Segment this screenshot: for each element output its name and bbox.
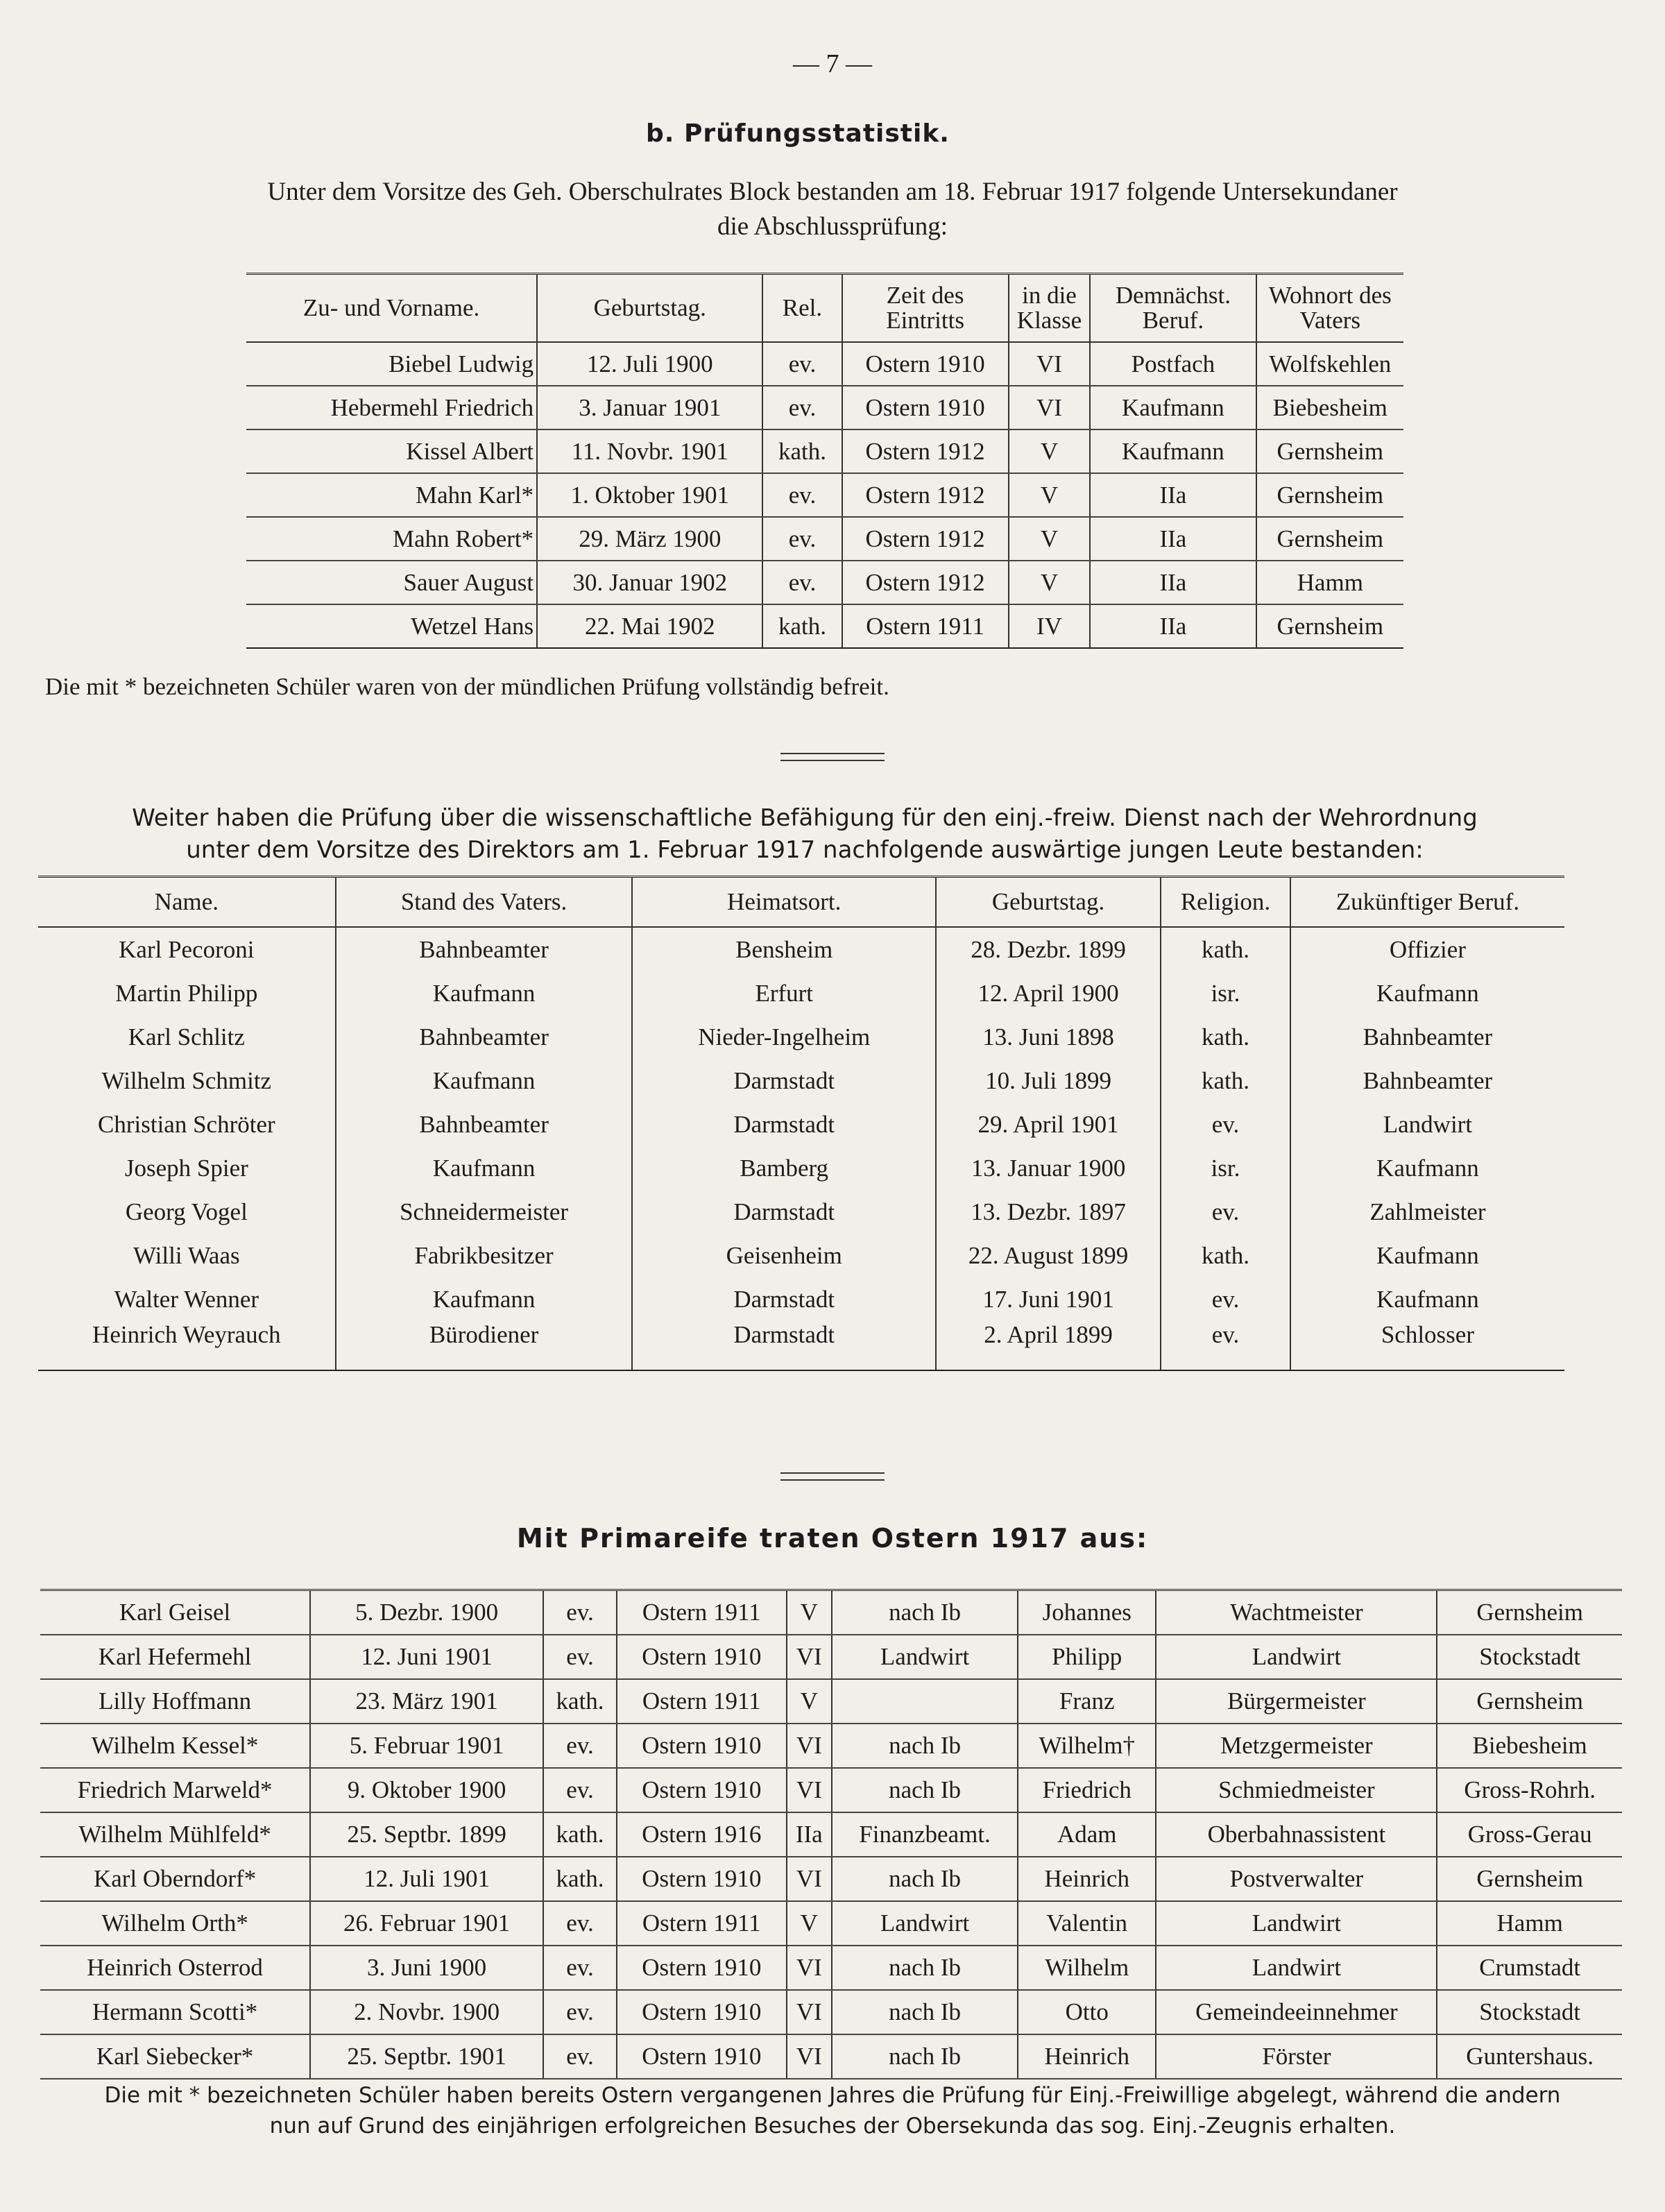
column-header: Heimatsort.	[632, 877, 936, 928]
einj-exam-table	[38, 876, 1564, 1371]
section-b-intro-line1: Unter dem Vorsitze des Geh. Oberschulrates Block bestanden am 18. Februar 1917 folgende Untersekundaner	[267, 178, 1398, 206]
column-header: Wohnort des Vaters	[1256, 274, 1403, 343]
table-row	[40, 1901, 1622, 1946]
table-cell: Biebesheim	[1437, 1724, 1622, 1768]
table-row	[40, 2034, 1622, 2079]
table-cell: ev.	[543, 1990, 617, 2034]
table-cell: Sauer August	[246, 561, 537, 604]
table-cell: VI	[787, 1768, 832, 1812]
table-cell: Kaufmann	[1090, 429, 1256, 473]
table-cell: ev.	[1161, 1103, 1290, 1146]
table-cell: V	[1009, 561, 1091, 604]
table-cell: Landwirt	[1156, 1901, 1437, 1946]
table-cell: Christian Schröter	[98, 1110, 275, 1138]
section-divider	[780, 1472, 885, 1474]
table-cell: V	[1009, 473, 1091, 517]
table-cell: Friedrich	[1018, 1768, 1156, 1812]
page-number: — 7 —	[793, 49, 872, 78]
table-cell: Bürodiener	[336, 1321, 633, 1370]
table-cell: 22. Mai 1902	[537, 604, 762, 648]
table-cell: Landwirt	[832, 1901, 1018, 1946]
table-cell: Bahnbeamter	[1290, 1015, 1564, 1059]
table-cell: ev.	[543, 1768, 617, 1812]
table-cell: IV	[1009, 604, 1091, 648]
table-cell: 5. Februar 1901	[310, 1724, 543, 1768]
table-cell: Bahnbeamter	[336, 1015, 633, 1059]
table-cell: kath.	[543, 1679, 617, 1724]
table-cell: V	[787, 1679, 832, 1724]
table-cell: Ostern 1910	[617, 1946, 786, 1990]
table-cell: Hebermehl Friedrich	[246, 386, 537, 429]
table-cell: Ostern 1910	[617, 2034, 786, 2079]
primareife-footnote-line1: Die mit * bezeichneten Schüler haben bereits Ostern vergangenen Jahres die Prüfung für Einj.-Freiwillige abgelegt, während die andern	[104, 2083, 1561, 2108]
column-header: Demnächst. Beruf.	[1090, 274, 1256, 343]
table-cell: Johannes	[1018, 1590, 1156, 1635]
table-cell: Heinrich	[1018, 2034, 1156, 2079]
table-row	[246, 473, 1403, 517]
table-cell: Karl Geisel	[40, 1590, 310, 1635]
table-cell: Metzgermeister	[1156, 1724, 1437, 1768]
table-cell: Ostern 1911	[842, 604, 1009, 648]
table-row	[40, 1590, 1622, 1635]
table-cell: Georg Vogel	[125, 1198, 248, 1225]
table-cell: nach Ib	[832, 1768, 1018, 1812]
table-row	[40, 1768, 1622, 1812]
table-cell: Landwirt	[832, 1635, 1018, 1679]
table-cell: Biebel Ludwig	[246, 342, 537, 386]
table-cell: Ostern 1910	[617, 1635, 786, 1679]
table-cell: Bensheim	[632, 927, 936, 971]
table-cell: Biebesheim	[1256, 386, 1403, 429]
table-cell: Wilhelm Schmitz	[101, 1066, 272, 1094]
table-row	[38, 971, 1564, 1015]
table-row	[38, 1103, 1564, 1146]
table-cell: ev.	[1161, 1321, 1290, 1370]
table-cell: Darmstadt	[632, 1190, 936, 1234]
table-cell: Kaufmann	[336, 1277, 633, 1321]
table-cell: nach Ib	[832, 1590, 1018, 1635]
table-cell: IIa	[787, 1812, 832, 1857]
table-cell: Heinrich	[1018, 1857, 1156, 1901]
table-cell: IIa	[1090, 561, 1256, 604]
table-cell: Postfach	[1090, 342, 1256, 386]
table-cell: nach Ib	[832, 1724, 1018, 1768]
table-cell: Ostern 1912	[842, 429, 1009, 473]
table-cell: Ostern 1910	[617, 1768, 786, 1812]
table-cell: Landwirt	[1290, 1103, 1564, 1146]
table-cell: Ostern 1912	[842, 473, 1009, 517]
table-cell: kath.	[543, 1857, 617, 1901]
table-cell: Hamm	[1256, 561, 1403, 604]
table-cell: ev.	[543, 1590, 617, 1635]
table-cell: 29. April 1901	[936, 1103, 1161, 1146]
table-cell: 12. Juli 1901	[310, 1857, 543, 1901]
table-cell: ev.	[1161, 1190, 1290, 1234]
table-cell: 28. Dezbr. 1899	[936, 927, 1161, 971]
table-row	[40, 1635, 1622, 1679]
table-cell: Ostern 1910	[842, 386, 1009, 429]
table-cell: VI	[787, 1635, 832, 1679]
table-cell: Karl Siebecker*	[40, 2034, 310, 2079]
table-cell: Joseph Spier	[124, 1154, 248, 1182]
table-cell: Gross-Rohrh.	[1437, 1768, 1622, 1812]
table-cell: Schmiedmeister	[1156, 1768, 1437, 1812]
table-cell: V	[1009, 517, 1091, 561]
table-cell: Karl Pecoroni	[119, 935, 255, 963]
table-cell: nach Ib	[832, 2034, 1018, 2079]
table-cell: Postverwalter	[1156, 1857, 1437, 1901]
table-cell: 12. Juni 1901	[310, 1635, 543, 1679]
table-cell: isr.	[1161, 1146, 1290, 1190]
table-cell: Ostern 1912	[842, 561, 1009, 604]
table-cell: Kaufmann	[336, 1146, 633, 1190]
table-cell: V	[787, 1590, 832, 1635]
table-cell: VI	[787, 1724, 832, 1768]
table-cell: Martin Philipp	[115, 979, 258, 1007]
table-row	[246, 561, 1403, 604]
table-cell: ev.	[762, 386, 842, 429]
table-cell: Otto	[1018, 1990, 1156, 2034]
table-cell: ev.	[762, 561, 842, 604]
table-cell: nach Ib	[832, 1946, 1018, 1990]
table-cell: 3. Juni 1900	[310, 1946, 543, 1990]
section-b-intro	[111, 175, 1554, 244]
table-cell: Ostern 1910	[617, 1857, 786, 1901]
table-cell: Darmstadt	[632, 1103, 936, 1146]
table-cell: Darmstadt	[632, 1277, 936, 1321]
table-cell: Crumstadt	[1437, 1946, 1622, 1990]
table-cell: Schlosser	[1290, 1321, 1564, 1370]
table-cell: Karl Schlitz	[128, 1023, 245, 1050]
table-cell: Gemeindeeinnehmer	[1156, 1990, 1437, 2034]
column-header: Zeit des Eintritts	[842, 274, 1009, 343]
table-cell: Schneidermeister	[336, 1190, 633, 1234]
table-row	[38, 1190, 1564, 1234]
table-cell: 12. Juli 1900	[537, 342, 762, 386]
table-cell: Bahnbeamter	[336, 927, 633, 971]
einj-intro-line1: Weiter haben die Prüfung über die wissenschaftliche Befähigung für den einj.-freiw. Dienst nach der Wehrordnung	[132, 804, 1478, 832]
table-cell: 13. Dezbr. 1897	[936, 1190, 1161, 1234]
primareife-footnote-line2: nun auf Grund des einjährigen erfolgreichen Besuches der Obersekunda das sog. Einj.-Zeugnis erhalten.	[269, 2113, 1396, 2138]
table-cell: 11. Novbr. 1901	[537, 429, 762, 473]
primareife-footnote	[42, 2080, 1623, 2141]
table-cell: Bahnbeamter	[1290, 1059, 1564, 1103]
table-cell: Gernsheim	[1437, 1590, 1622, 1635]
table-cell: kath.	[1161, 1059, 1290, 1103]
table-cell: Bahnbeamter	[336, 1103, 633, 1146]
table-cell: Heinrich Weyrauch	[38, 1321, 336, 1370]
table-row	[246, 386, 1403, 429]
table-cell: ev.	[1161, 1277, 1290, 1321]
table-cell: 1. Oktober 1901	[537, 473, 762, 517]
table-cell: Guntershaus.	[1437, 2034, 1622, 2079]
table-cell: 17. Juni 1901	[936, 1277, 1161, 1321]
primareife-table	[40, 1589, 1622, 2079]
table-cell: ev.	[543, 1946, 617, 1990]
table-row	[38, 1277, 1564, 1321]
table-row	[38, 1015, 1564, 1059]
table-cell: 25. Septbr. 1901	[310, 2034, 543, 2079]
table-cell: Förster	[1156, 2034, 1437, 2079]
table-cell: IIa	[1090, 517, 1256, 561]
table-cell: VI	[787, 1946, 832, 1990]
table-row	[40, 1946, 1622, 1990]
table-row	[38, 927, 1564, 971]
table-cell: Ostern 1911	[617, 1590, 786, 1635]
table-cell: Kaufmann	[1290, 971, 1564, 1015]
column-header: Stand des Vaters.	[336, 877, 633, 928]
table-row	[246, 517, 1403, 561]
column-header: in die Klasse	[1009, 274, 1091, 343]
table-row	[246, 604, 1403, 648]
table-cell: Ostern 1912	[842, 517, 1009, 561]
column-header: Geburtstag.	[537, 274, 762, 343]
table-cell: Erfurt	[632, 971, 936, 1015]
table-cell: ev.	[543, 1724, 617, 1768]
table-row	[40, 1679, 1622, 1724]
table-cell: kath.	[543, 1812, 617, 1857]
table-cell: Philipp	[1018, 1635, 1156, 1679]
table-cell: Gernsheim	[1256, 604, 1403, 648]
table-cell: 13. Juni 1898	[936, 1015, 1161, 1059]
table-cell: Bamberg	[632, 1146, 936, 1190]
table-cell: 30. Januar 1902	[537, 561, 762, 604]
section-b-intro-line2: die Abschlussprüfung:	[717, 212, 948, 241]
column-header: Zukünftiger Beruf.	[1290, 877, 1564, 928]
table-cell: 9. Oktober 1900	[310, 1768, 543, 1812]
section-b-footnote: Die mit * bezeichneten Schüler waren von der mündlichen Prüfung vollständig befreit.	[45, 673, 889, 700]
table-cell	[832, 1679, 1018, 1724]
table-cell: Darmstadt	[632, 1321, 936, 1370]
table-cell: Stockstadt	[1437, 1990, 1622, 2034]
table-cell: ev.	[543, 1635, 617, 1679]
table-cell: Bürgermeister	[1156, 1679, 1437, 1724]
table-cell: 2. Novbr. 1900	[310, 1990, 543, 2034]
table-row	[38, 1234, 1564, 1277]
table-cell: Wilhelm	[1018, 1946, 1156, 1990]
table-row	[38, 1146, 1564, 1190]
table-cell: Willi Waas	[133, 1241, 240, 1269]
table-cell: kath.	[762, 429, 842, 473]
table-cell: VI	[787, 2034, 832, 2079]
table-cell: Ostern 1911	[617, 1901, 786, 1946]
table-cell: Zahlmeister	[1290, 1190, 1564, 1234]
table-cell: Walter Wenner	[114, 1285, 259, 1313]
table-cell: Wolfskehlen	[1256, 342, 1403, 386]
table-cell: VI	[1009, 342, 1091, 386]
table-cell: Ostern 1910	[617, 1724, 786, 1768]
primareife-title: Mit Primareife traten Ostern 1917 aus:	[516, 1523, 1149, 1554]
table-row	[40, 1857, 1622, 1901]
table-cell: Landwirt	[1156, 1635, 1437, 1679]
table-cell: Kaufmann	[1290, 1277, 1564, 1321]
table-cell: ev.	[762, 473, 842, 517]
table-cell: Heinrich Osterrod	[40, 1946, 310, 1990]
table-row	[246, 342, 1403, 386]
table-cell: Geisenheim	[632, 1234, 936, 1277]
table-row	[40, 1990, 1622, 2034]
table-cell: Gernsheim	[1256, 517, 1403, 561]
table-cell: IIa	[1090, 604, 1256, 648]
table-cell: ev.	[543, 1901, 617, 1946]
table-cell: Franz	[1018, 1679, 1156, 1724]
column-header: Name.	[38, 877, 336, 928]
table-cell: 13. Januar 1900	[936, 1146, 1161, 1190]
table-cell: kath.	[1161, 927, 1290, 971]
table-cell: Ostern 1910	[617, 1990, 786, 2034]
table-cell: Valentin	[1018, 1901, 1156, 1946]
table-cell: IIa	[1090, 473, 1256, 517]
table-cell: VI	[787, 1857, 832, 1901]
table-cell: Karl Oberndorf*	[40, 1857, 310, 1901]
table-row	[40, 1812, 1622, 1857]
table-cell: 3. Januar 1901	[537, 386, 762, 429]
table-cell: 12. April 1900	[936, 971, 1161, 1015]
untersekunda-exam-table	[246, 273, 1403, 649]
table-cell: Wilhelm†	[1018, 1724, 1156, 1768]
table-cell: Landwirt	[1156, 1946, 1437, 1990]
table-cell: isr.	[1161, 971, 1290, 1015]
table-cell: Ostern 1916	[617, 1812, 786, 1857]
table-cell: Mahn Karl*	[246, 473, 537, 517]
table-cell: Finanzbeamt.	[832, 1812, 1018, 1857]
table-cell: nach Ib	[832, 1857, 1018, 1901]
table-cell: 22. August 1899	[936, 1234, 1161, 1277]
section-divider	[780, 753, 885, 754]
table-cell: Kaufmann	[336, 1059, 633, 1103]
table-cell: 23. März 1901	[310, 1679, 543, 1724]
table-cell: Gross-Gerau	[1437, 1812, 1622, 1857]
table-cell: Friedrich Marweld*	[40, 1768, 310, 1812]
table-cell: 25. Septbr. 1899	[310, 1812, 543, 1857]
table-cell: 10. Juli 1899	[936, 1059, 1161, 1103]
table-row	[40, 1724, 1622, 1768]
table-cell: Kaufmann	[1290, 1146, 1564, 1190]
table-cell: kath.	[762, 604, 842, 648]
table-cell: Mahn Robert*	[246, 517, 537, 561]
table-cell: 26. Februar 1901	[310, 1901, 543, 1946]
table-cell: Wilhelm Mühlfeld*	[40, 1812, 310, 1857]
table-cell: Darmstadt	[632, 1059, 936, 1103]
table-cell: Gernsheim	[1437, 1857, 1622, 1901]
einj-intro	[83, 802, 1526, 866]
table-header-row	[38, 877, 1564, 928]
table-cell: ev.	[543, 2034, 617, 2079]
table-cell: Kaufmann	[1090, 386, 1256, 429]
table-cell: kath.	[1161, 1234, 1290, 1277]
table-cell: VI	[1009, 386, 1091, 429]
table-cell: Gernsheim	[1437, 1679, 1622, 1724]
table-cell: Adam	[1018, 1812, 1156, 1857]
table-cell: Fabrikbesitzer	[336, 1234, 633, 1277]
table-cell: kath.	[1161, 1015, 1290, 1059]
table-cell: 29. März 1900	[537, 517, 762, 561]
einj-intro-line2: unter dem Vorsitze des Direktors am 1. Februar 1917 nachfolgende auswärtige jungen Leute bestanden:	[186, 836, 1424, 864]
table-cell: Kaufmann	[336, 971, 633, 1015]
table-cell: ev.	[762, 517, 842, 561]
table-cell: Oberbahnassistent	[1156, 1812, 1437, 1857]
column-header: Rel.	[762, 274, 842, 343]
table-cell: nach Ib	[832, 1990, 1018, 2034]
table-cell: V	[1009, 429, 1091, 473]
table-cell: Kissel Albert	[246, 429, 537, 473]
table-cell: V	[787, 1901, 832, 1946]
table-row	[246, 429, 1403, 473]
column-header: Zu- und Vorname.	[246, 274, 537, 343]
table-cell: Nieder-Ingelheim	[632, 1015, 936, 1059]
table-cell: Wilhelm Orth*	[40, 1901, 310, 1946]
table-cell: Lilly Hoffmann	[40, 1679, 310, 1724]
table-cell: Offizier	[1290, 927, 1564, 971]
table-cell: Hamm	[1437, 1901, 1622, 1946]
table-cell: Karl Hefermehl	[40, 1635, 310, 1679]
table-cell: Wachtmeister	[1156, 1590, 1437, 1635]
table-cell: Hermann Scotti*	[40, 1990, 310, 2034]
table-cell: Wetzel Hans	[246, 604, 537, 648]
table-cell: 2. April 1899	[936, 1321, 1161, 1370]
table-cell: ev.	[762, 342, 842, 386]
table-cell: Stockstadt	[1437, 1635, 1622, 1679]
column-header: Religion.	[1161, 877, 1290, 928]
table-row	[38, 1321, 1564, 1370]
table-cell: Ostern 1910	[842, 342, 1009, 386]
table-row	[38, 1059, 1564, 1103]
column-header: Geburtstag.	[936, 877, 1161, 928]
section-b-title: b. Prüfungsstatistik.	[646, 119, 950, 148]
table-cell: Wilhelm Kessel*	[40, 1724, 310, 1768]
table-cell: Gernsheim	[1256, 473, 1403, 517]
table-header-row	[246, 274, 1403, 343]
table-cell: Kaufmann	[1290, 1234, 1564, 1277]
table-cell: Ostern 1911	[617, 1679, 786, 1724]
table-cell: 5. Dezbr. 1900	[310, 1590, 543, 1635]
table-cell: Gernsheim	[1256, 429, 1403, 473]
table-cell: VI	[787, 1990, 832, 2034]
